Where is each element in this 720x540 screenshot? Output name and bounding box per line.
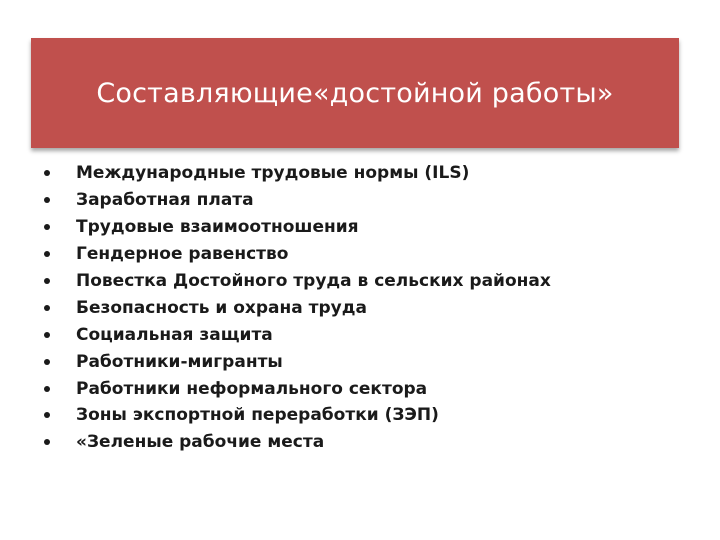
slide-title: Составляющие«достойной работы» — [96, 77, 614, 109]
list-item-text: Международные трудовые нормы (ILS) — [76, 163, 470, 184]
list-item — [44, 375, 551, 402]
list-item-text: Гендерное равенство — [76, 244, 289, 265]
bullet-icon — [44, 197, 50, 203]
list-item — [44, 160, 551, 187]
list-item — [44, 402, 551, 429]
bullet-icon — [44, 359, 50, 365]
list-item-text: Работники неформального сектора — [76, 378, 428, 399]
list-item — [44, 187, 551, 214]
bullet-icon — [44, 439, 50, 445]
bullet-icon — [44, 170, 50, 176]
bullet-icon — [44, 412, 50, 418]
bullet-icon — [44, 278, 50, 284]
bullet-icon — [44, 251, 50, 257]
list-item — [44, 321, 551, 348]
list-item-text: Безопасность и охрана труда — [76, 297, 367, 318]
list-item — [44, 348, 551, 375]
bullet-list — [44, 160, 551, 456]
list-item — [44, 429, 551, 456]
list-item-text: Трудовые взаимоотношения — [76, 217, 359, 238]
list-item-text: Работники-мигранты — [76, 351, 283, 372]
list-item — [44, 268, 551, 295]
bullet-icon — [44, 332, 50, 338]
bullet-icon — [44, 224, 50, 230]
bullet-icon — [44, 305, 50, 311]
list-item — [44, 241, 551, 268]
list-item-text: Повестка Достойного труда в сельских районах — [76, 271, 551, 291]
list-item-text: «Зеленые рабочие места — [76, 432, 325, 453]
bullet-icon — [44, 386, 50, 392]
list-item-text: Социальная защита — [76, 324, 273, 345]
title-banner — [31, 38, 679, 148]
list-item-text: Заработная плата — [76, 190, 254, 211]
list-item-text: Зоны экспортной переработки (ЗЭП) — [76, 405, 439, 426]
list-item — [44, 294, 551, 321]
list-item — [44, 214, 551, 241]
